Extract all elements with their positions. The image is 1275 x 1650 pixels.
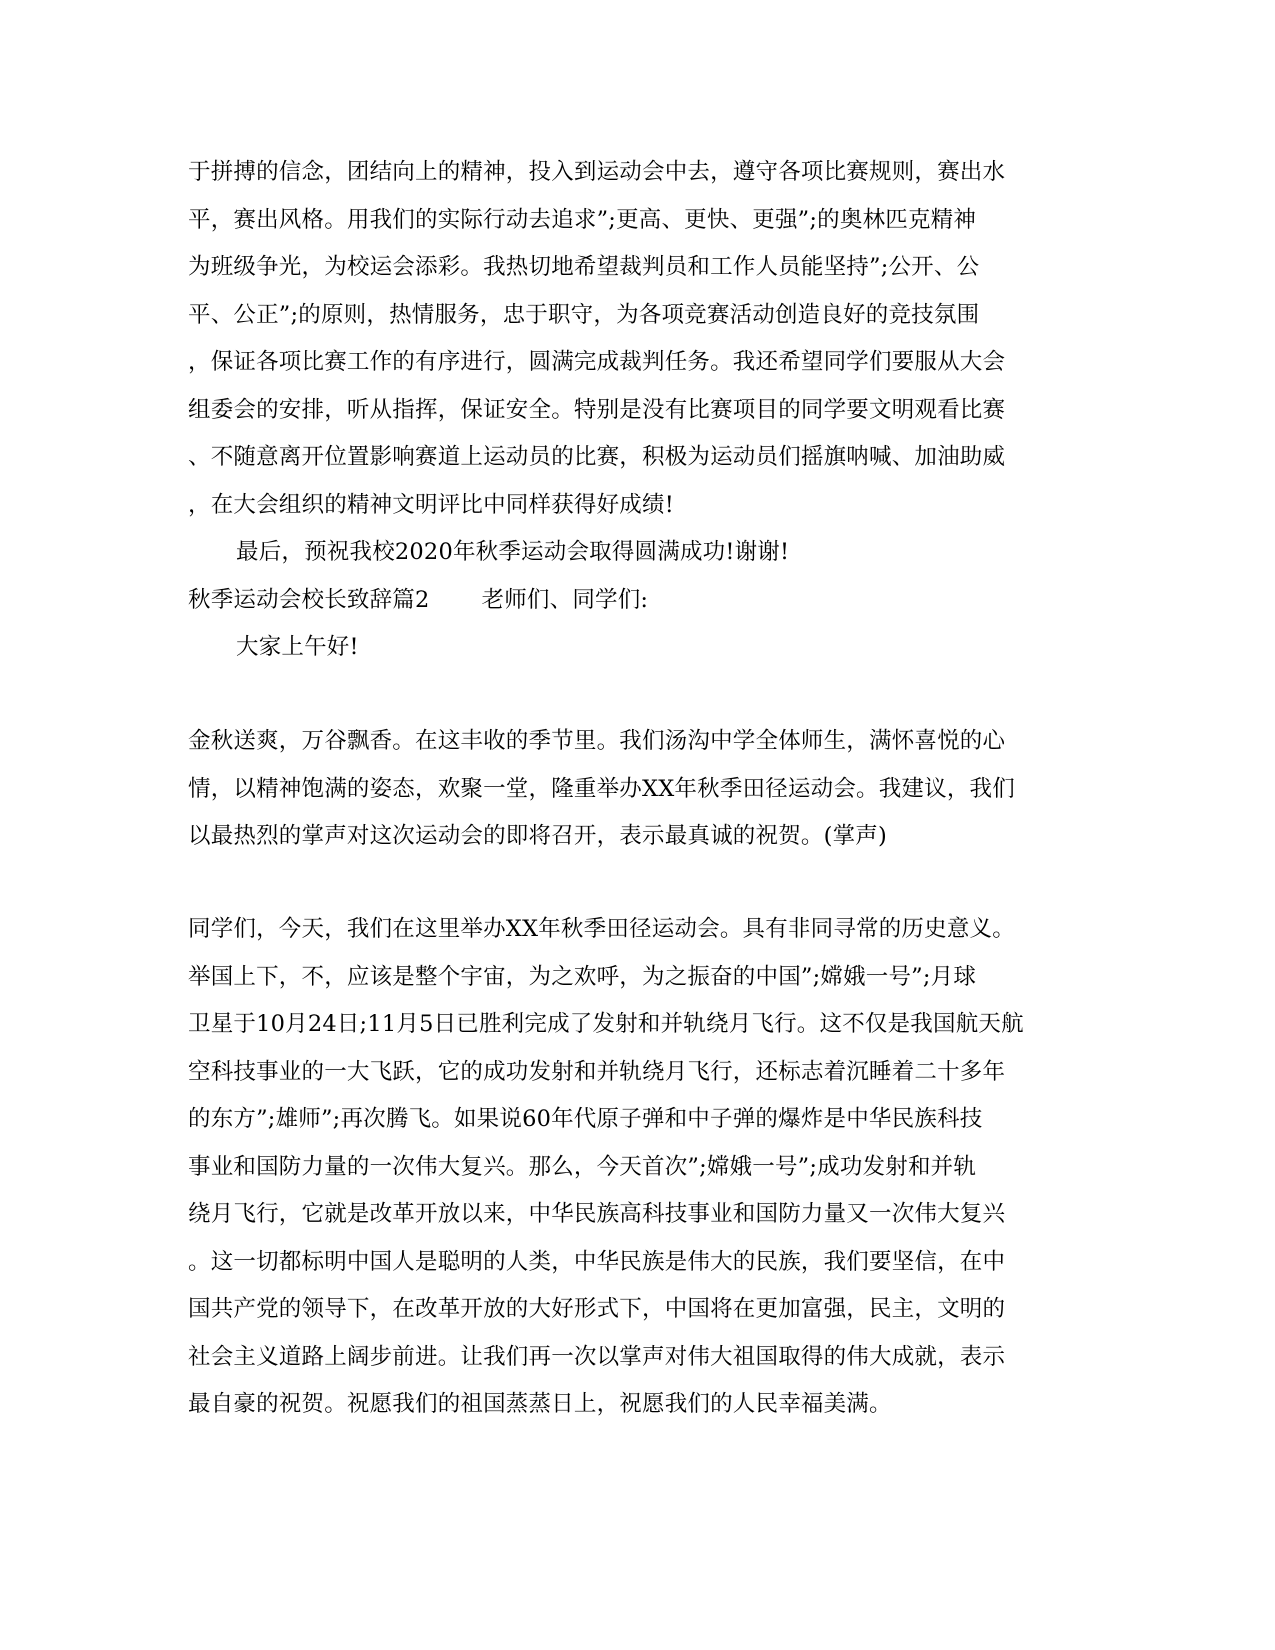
paragraph-3-line: 最自豪的祝贺。祝愿我们的祖国蒸蒸日上，祝愿我们的人民幸福美满。 [188, 1391, 892, 1417]
paragraph-1-line: ，在大会组织的精神文明评比中同样获得好成绩! [188, 492, 674, 518]
salutation: 老师们、同学们: [481, 587, 649, 613]
paragraph-3-line: 同学们，今天，我们在这里举办XX年秋季田径运动会。具有非同寻常的历史意义。 [188, 916, 1015, 942]
paragraph-1-line: ，保证各项比赛工作的有序进行，圆满完成裁判任务。我还希望同学们要服从大会 [188, 349, 1006, 375]
closing-line: 最后，预祝我校2020年秋季运动会取得圆满成功!谢谢! [236, 539, 790, 565]
paragraph-2-line: 金秋送爽，万谷飘香。在这丰收的季节里。我们汤沟中学全体师生，满怀喜悦的心 [188, 728, 1006, 754]
paragraph-3-line: 举国上下，不，应该是整个宇宙，为之欢呼，为之振奋的中国”;嫦娥一号”;月球 [188, 964, 977, 990]
paragraph-2-line: 情，以精神饱满的姿态，欢聚一堂，隆重举办XX年秋季田径运动会。我建议，我们 [188, 776, 1015, 802]
paragraph-2-line: 以最热烈的掌声对这次运动会的即将召开，表示最真诚的祝贺。(掌声) [188, 823, 887, 849]
paragraph-3-line: 的东方”;雄师”;再次腾飞。如果说60年代原子弹和中子弹的爆炸是中华民族科技 [188, 1106, 983, 1132]
paragraph-3-line: 社会主义道路上阔步前进。让我们再一次以掌声对伟大祖国取得的伟大成就，表示 [188, 1344, 1006, 1370]
paragraph-3-line: 空科技事业的一大飞跃，它的成功发射和并轨绕月飞行，还标志着沉睡着二十多年 [188, 1059, 1006, 1085]
paragraph-3-line: 。这一切都标明中国人是聪明的人类，中华民族是伟大的民族，我们要坚信，在中 [188, 1249, 1006, 1275]
paragraph-3-line: 事业和国防力量的一次伟大复兴。那么，今天首次”;嫦娥一号”;成功发射和并轨 [188, 1154, 977, 1180]
paragraph-1-line: 平，赛出风格。用我们的实际行动去追求”;更高、更快、更强”;的奥林匹克精神 [188, 207, 977, 233]
paragraph-1-line: 、不随意离开位置影响赛道上运动员的比赛，积极为运动员们摇旗呐喊、加油助威 [188, 444, 1006, 470]
section-heading-line [188, 585, 648, 615]
paragraph-3-line: 卫星于10月24日;11月5日已胜利完成了发射和并轨绕月飞行。这不仅是我国航天航 [188, 1011, 1024, 1037]
greeting: 大家上午好! [236, 634, 359, 660]
paragraph-1-line: 于拼搏的信念，团结向上的精神，投入到运动会中去，遵守各项比赛规则，赛出水 [188, 159, 1006, 185]
paragraph-3-line: 国共产党的领导下，在改革开放的大好形式下，中国将在更加富强，民主，文明的 [188, 1296, 1006, 1322]
paragraph-1-line: 为班级争光，为校运会添彩。我热切地希望裁判员和工作人员能坚持”;公开、公 [188, 254, 980, 280]
paragraph-3-line: 绕月飞行，它就是改革开放以来，中华民族高科技事业和国防力量又一次伟大复兴 [188, 1201, 1006, 1227]
section-title: 秋季运动会校长致辞篇2 [188, 587, 430, 613]
paragraph-1-line: 组委会的安排，听从指挥，保证安全。特别是没有比赛项目的同学要文明观看比赛 [188, 397, 1006, 423]
paragraph-1-line: 平、公正”;的原则，热情服务，忠于职守，为各项竞赛活动创造良好的竞技氛围 [188, 302, 980, 328]
